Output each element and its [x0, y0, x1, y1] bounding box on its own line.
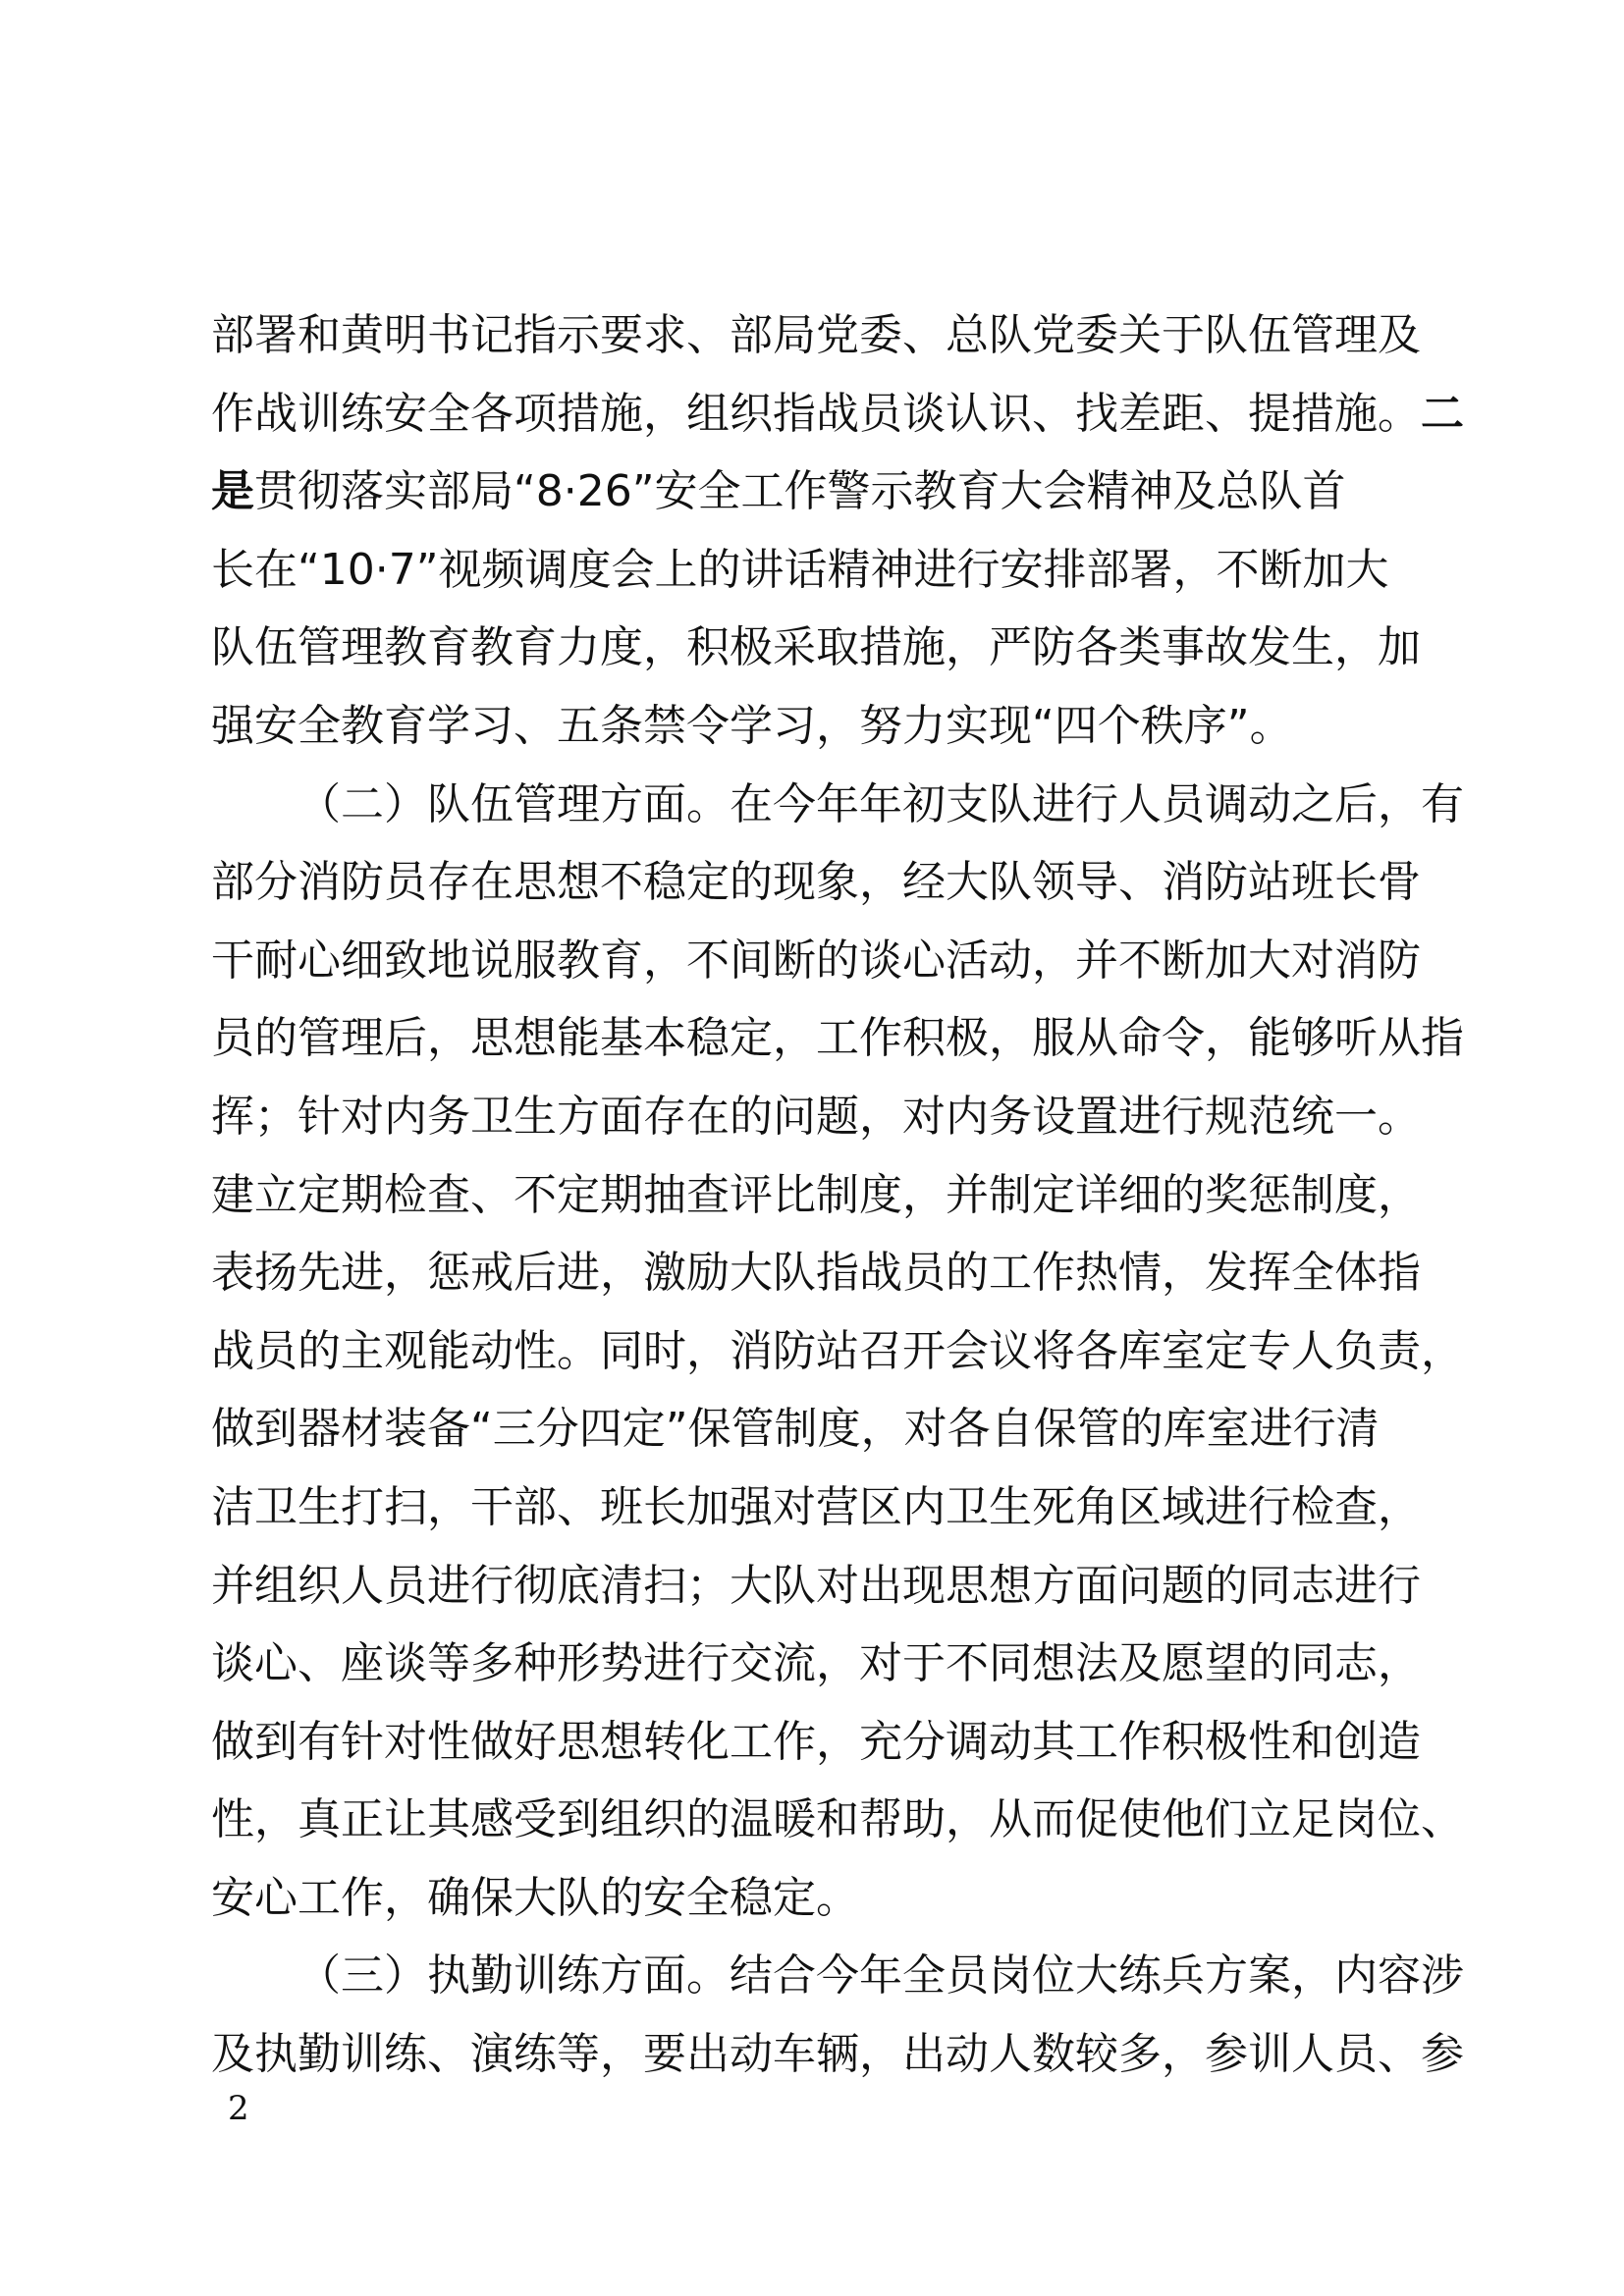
- page-number: 2: [228, 2089, 249, 2128]
- paragraph-2-line-11: 并组织人员进行彻底清扫；大队对出现思想方面问题的同志进行: [211, 1560, 1421, 1611]
- paragraph-2-line-9: 做到器材装备“三分四定”保管制度，对各自保管的库室进行清: [211, 1404, 1380, 1455]
- paragraph-2-line-4: 员的管理后，思想能基本稳定，工作积极，服从命令，能够听从指: [211, 1013, 1464, 1064]
- paragraph-2-line-15: 安心工作，确保大队的安全稳定。: [211, 1872, 859, 1923]
- paragraph-1-line-1: 部署和黄明书记指示要求、部局党委、总队党委关于队伍管理及: [211, 310, 1421, 360]
- paragraph-3-line-1: （三）执勤训练方面。结合今年全员岗位大练兵方案，内容涉: [298, 1950, 1464, 2002]
- body-text: [211, 296, 1464, 2094]
- paragraph-2-line-3: 干耐心细致地说服教育，不间断的谈心活动，并不断加大对消防: [211, 934, 1421, 986]
- paragraph-2-line-8: 战员的主观能动性。同时，消防站召开会议将各库室定专人负责，: [211, 1325, 1464, 1376]
- paragraph-2-line-2: 部分消防员存在思想不稳定的现象，经大队领导、消防站班长骨: [211, 857, 1421, 908]
- paragraph-2-line-12: 谈心、座谈等多种形势进行交流，对于不同想法及愿望的同志，: [211, 1638, 1421, 1689]
- paragraph-2-line-10: 洁卫生打扫，干部、班长加强对营区内卫生死角区域进行检查，: [211, 1481, 1421, 1532]
- paragraph-1-line-4: 长在“10·7”视频调度会上的讲话精神进行安排部署，不断加大: [211, 544, 1389, 595]
- text-run: 作战训练安全各项措施，组织指战员谈认识、找差距、提措施。: [211, 388, 1421, 439]
- bold-marker: 二: [1421, 388, 1464, 439]
- paragraph-2-line-13: 做到有针对性做好思想转化工作，充分调动其工作积极性和创造: [211, 1716, 1421, 1767]
- paragraph-1-line-5: 队伍管理教育教育力度，积极采取措施，严防各类事故发生，加: [211, 622, 1421, 673]
- paragraph-2-line-5: 挥；针对内务卫生方面存在的问题，对内务设置进行规范统一。: [211, 1091, 1421, 1142]
- paragraph-1-line-2: [211, 375, 1464, 454]
- paragraph-1-line-3: [211, 453, 1429, 531]
- paragraph-2-line-14: 性，真正让其感受到组织的温暖和帮助，从而促使他们立足岗位、: [211, 1794, 1464, 1845]
- bold-marker: 是: [211, 466, 254, 517]
- paragraph-2-line-7: 表扬先进，惩戒后进，激励大队指战员的工作热情，发挥全体指: [211, 1248, 1421, 1299]
- paragraph-3-line-2: 及执勤训练、演练等，要出动车辆，出动人数较多，参训人员、参: [211, 2029, 1464, 2080]
- paragraph-2-line-6: 建立定期检查、不定期抽查评比制度，并制定详细的奖惩制度，: [211, 1169, 1421, 1220]
- text-run: 贯彻落实部局“8·26”安全工作警示教育大会精神及总队首: [254, 466, 1346, 517]
- paragraph-2-line-1: （二）队伍管理方面。在今年年初支队进行人员调动之后，有: [298, 778, 1464, 829]
- paragraph-1-line-6: 强安全教育学习、五条禁令学习，努力实现“四个秩序”。: [211, 700, 1293, 751]
